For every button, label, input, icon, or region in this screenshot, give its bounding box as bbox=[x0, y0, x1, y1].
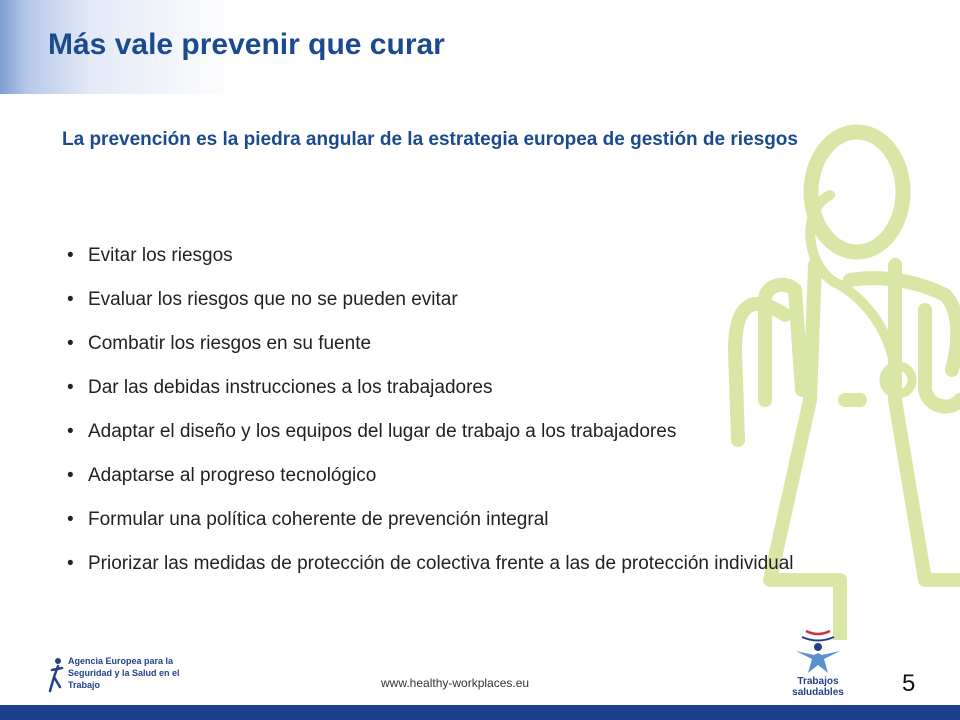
website-url[interactable]: www.healthy-workplaces.eu bbox=[381, 676, 530, 690]
bullet-item bbox=[62, 413, 852, 457]
bullet-dot: • bbox=[67, 245, 74, 266]
campaign-logo-text: Trabajos saludables bbox=[792, 676, 844, 698]
bullet-text: Evitar los riesgos bbox=[88, 245, 233, 266]
bullet-list bbox=[62, 237, 852, 627]
slide-title: Más vale prevenir que curar bbox=[48, 28, 445, 61]
bullet-item bbox=[62, 281, 852, 325]
bullet-text: Adaptar el diseño y los equipos del lugar de trabajo a los trabajadores bbox=[88, 421, 677, 442]
bullet-dot: • bbox=[67, 553, 74, 574]
agency-logo-text: Agencia Europea para la Seguridad y la Salud en el Trabajo bbox=[68, 656, 180, 690]
bullet-dot: • bbox=[67, 377, 74, 398]
bullet-dot: • bbox=[67, 333, 74, 354]
page-number: 5 bbox=[902, 670, 916, 697]
slide-subtitle: La prevención es la piedra angular de la estrategia europea de gestión de riesgos bbox=[62, 129, 798, 150]
bullet-text: Adaptarse al progreso tecnológico bbox=[88, 465, 377, 486]
bullet-dot: • bbox=[67, 465, 74, 486]
bullet-item bbox=[62, 325, 852, 369]
bullet-item bbox=[62, 545, 852, 627]
bullet-text: Combatir los riesgos en su fuente bbox=[88, 333, 372, 354]
bullet-item bbox=[62, 457, 852, 501]
bullet-text: Dar las debidas instrucciones a los trabajadores bbox=[88, 377, 493, 398]
eu-osha-figure-icon bbox=[48, 657, 64, 693]
bullet-dot: • bbox=[67, 509, 74, 530]
star-figure-icon bbox=[778, 627, 858, 675]
bullet-text: Evaluar los riesgos que no se pueden evitar bbox=[88, 289, 458, 310]
bullet-text: Formular una política coherente de prevención integral bbox=[88, 509, 549, 530]
agency-logo[interactable] bbox=[48, 655, 188, 695]
footer-bar bbox=[0, 705, 960, 720]
bullet-dot: • bbox=[67, 421, 74, 442]
campaign-logo[interactable] bbox=[778, 627, 858, 697]
bullet-text: Priorizar las medidas de protección de colectiva frente a las de protección individual bbox=[88, 553, 794, 574]
bullet-item bbox=[62, 237, 852, 281]
bullet-dot: • bbox=[67, 289, 74, 310]
bullet-item bbox=[62, 369, 852, 413]
bullet-item bbox=[62, 501, 852, 545]
